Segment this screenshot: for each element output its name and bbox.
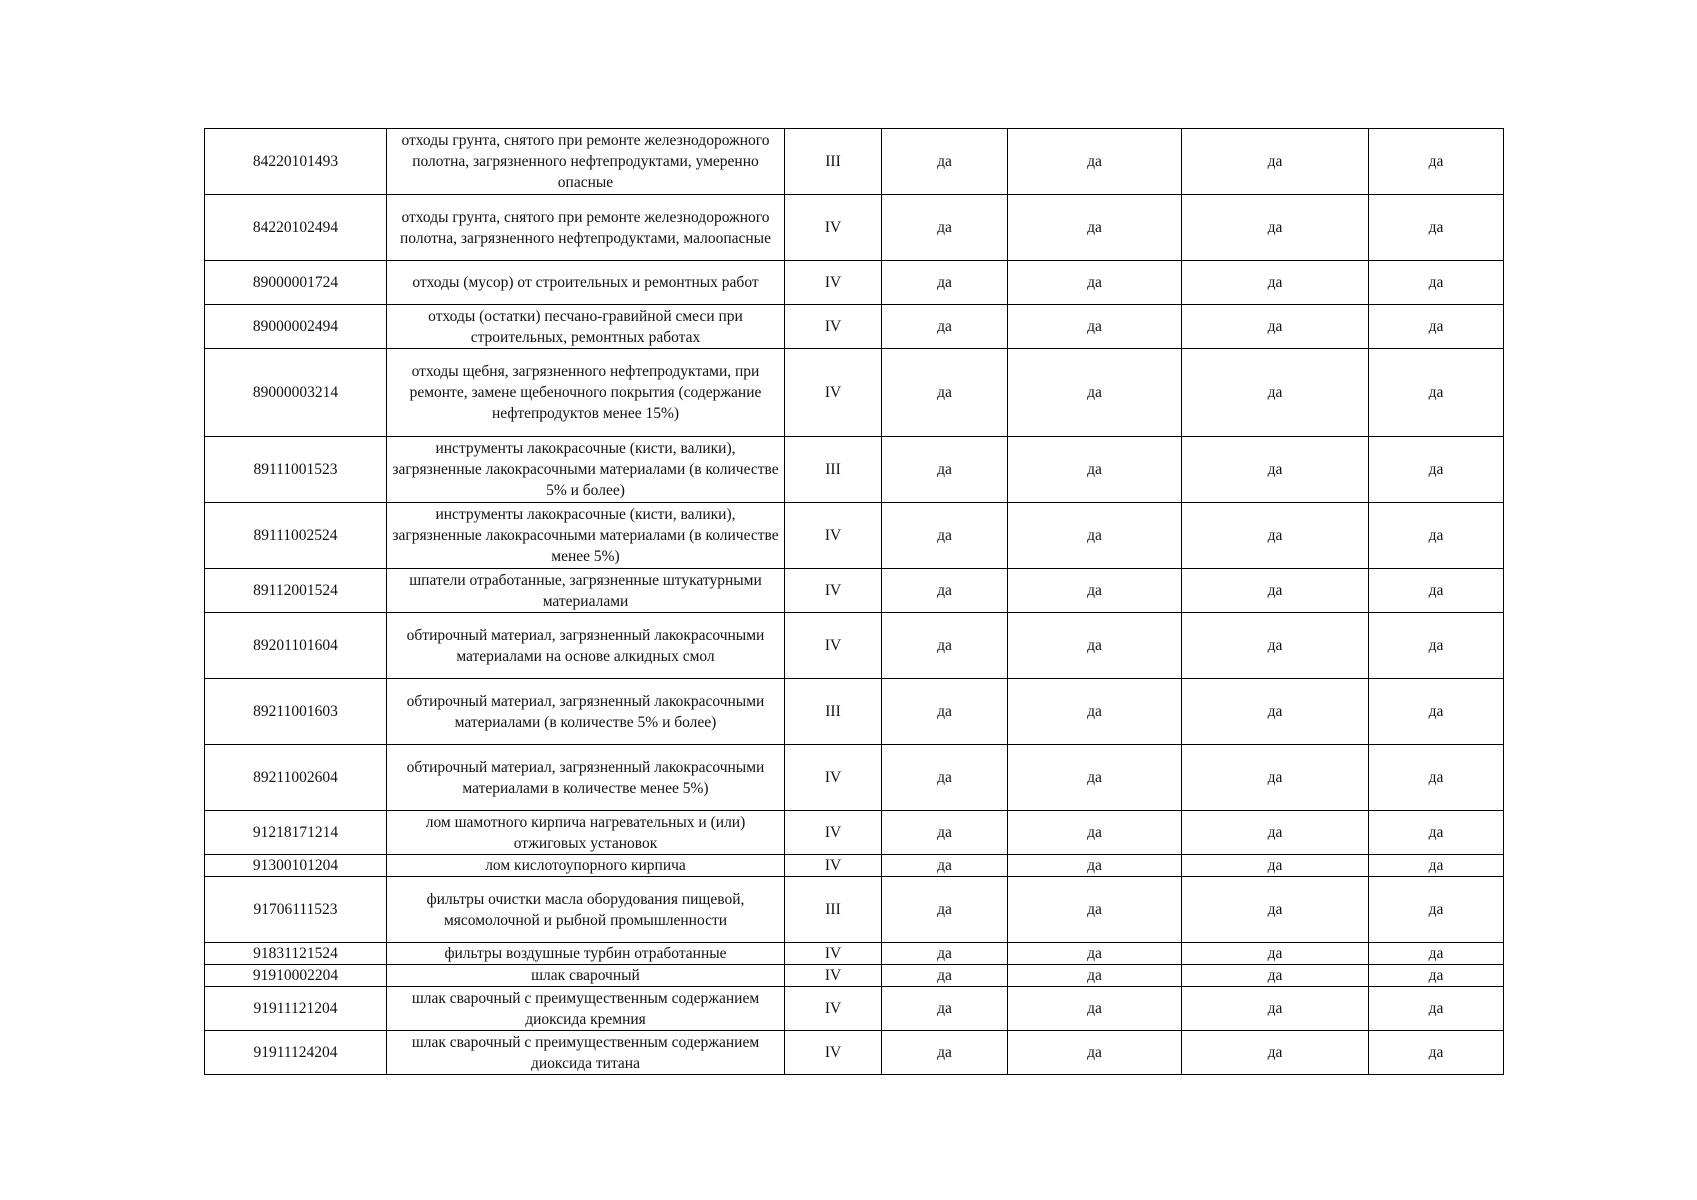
waste-name-cell: обтирочный материал, загрязненный лакокрасочными материалами на основе алкидных смол: [387, 613, 785, 679]
hazard-class-cell: IV: [785, 1031, 882, 1075]
flag-cell-4: да: [1369, 503, 1504, 569]
flag-cell-3: да: [1182, 943, 1369, 965]
flag-cell-3: да: [1182, 437, 1369, 503]
flag-cell-4: да: [1369, 1031, 1504, 1075]
hazard-class-cell: IV: [785, 613, 882, 679]
flag-cell-1: да: [882, 745, 1008, 811]
flag-cell-1: да: [882, 855, 1008, 877]
flag-cell-2: да: [1008, 855, 1182, 877]
flag-cell-2: да: [1008, 987, 1182, 1031]
table-body: [205, 129, 1504, 1075]
flag-cell-4: да: [1369, 305, 1504, 349]
waste-code-cell: 84220102494: [205, 195, 387, 261]
flag-cell-2: да: [1008, 965, 1182, 987]
flag-cell-2: да: [1008, 569, 1182, 613]
hazard-class-cell: IV: [785, 943, 882, 965]
waste-code-cell: 91831121524: [205, 943, 387, 965]
flag-cell-4: да: [1369, 987, 1504, 1031]
flag-cell-2: да: [1008, 437, 1182, 503]
flag-cell-3: да: [1182, 569, 1369, 613]
waste-name-cell: лом кислотоупорного кирпича: [387, 855, 785, 877]
hazard-class-cell: IV: [785, 305, 882, 349]
hazard-class-cell: III: [785, 679, 882, 745]
waste-name-cell: обтирочный материал, загрязненный лакокрасочными материалами (в количестве 5% и более): [387, 679, 785, 745]
waste-code-cell: 91706111523: [205, 877, 387, 943]
waste-name-cell: обтирочный материал, загрязненный лакокрасочными материалами в количестве менее 5%): [387, 745, 785, 811]
table-row: [205, 679, 1504, 745]
waste-code-cell: 89201101604: [205, 613, 387, 679]
flag-cell-1: да: [882, 987, 1008, 1031]
waste-code-cell: 91911121204: [205, 987, 387, 1031]
flag-cell-2: да: [1008, 811, 1182, 855]
waste-name-cell: отходы щебня, загрязненного нефтепродуктами, при ремонте, замене щебеночного покрытия (содержание нефтепродуктов менее 15%): [387, 349, 785, 437]
table-row: [205, 811, 1504, 855]
flag-cell-4: да: [1369, 679, 1504, 745]
hazard-class-cell: IV: [785, 503, 882, 569]
waste-name-cell: шлак сварочный с преимущественным содержанием диоксида кремния: [387, 987, 785, 1031]
table-row: [205, 877, 1504, 943]
flag-cell-3: да: [1182, 877, 1369, 943]
hazard-class-cell: III: [785, 437, 882, 503]
flag-cell-3: да: [1182, 195, 1369, 261]
waste-name-cell: шпатели отработанные, загрязненные штукатурными материалами: [387, 569, 785, 613]
hazard-class-cell: IV: [785, 855, 882, 877]
waste-code-cell: 89000003214: [205, 349, 387, 437]
waste-code-cell: 91300101204: [205, 855, 387, 877]
flag-cell-1: да: [882, 877, 1008, 943]
flag-cell-1: да: [882, 503, 1008, 569]
flag-cell-1: да: [882, 437, 1008, 503]
flag-cell-2: да: [1008, 261, 1182, 305]
table-row: [205, 437, 1504, 503]
flag-cell-1: да: [882, 679, 1008, 745]
waste-name-cell: шлак сварочный: [387, 965, 785, 987]
flag-cell-2: да: [1008, 349, 1182, 437]
flag-cell-4: да: [1369, 613, 1504, 679]
hazard-class-cell: IV: [785, 987, 882, 1031]
flag-cell-2: да: [1008, 129, 1182, 195]
table-row: [205, 195, 1504, 261]
flag-cell-4: да: [1369, 261, 1504, 305]
hazard-class-cell: IV: [785, 569, 882, 613]
flag-cell-2: да: [1008, 745, 1182, 811]
waste-code-cell: 91218171214: [205, 811, 387, 855]
table-row: [205, 745, 1504, 811]
flag-cell-3: да: [1182, 503, 1369, 569]
flag-cell-3: да: [1182, 305, 1369, 349]
waste-name-cell: отходы грунта, снятого при ремонте железнодорожного полотна, загрязненного нефтепродуктами, умеренно опасные: [387, 129, 785, 195]
waste-code-cell: 89211002604: [205, 745, 387, 811]
waste-code-cell: 91910002204: [205, 965, 387, 987]
table-row: [205, 349, 1504, 437]
flag-cell-4: да: [1369, 855, 1504, 877]
hazard-class-cell: IV: [785, 195, 882, 261]
waste-name-cell: лом шамотного кирпича нагревательных и (или) отжиговых установок: [387, 811, 785, 855]
waste-name-cell: шлак сварочный с преимущественным содержанием диоксида титана: [387, 1031, 785, 1075]
flag-cell-4: да: [1369, 943, 1504, 965]
flag-cell-2: да: [1008, 877, 1182, 943]
flag-cell-3: да: [1182, 855, 1369, 877]
hazard-class-cell: IV: [785, 965, 882, 987]
flag-cell-1: да: [882, 1031, 1008, 1075]
flag-cell-4: да: [1369, 437, 1504, 503]
hazard-class-cell: IV: [785, 261, 882, 305]
flag-cell-1: да: [882, 349, 1008, 437]
flag-cell-1: да: [882, 305, 1008, 349]
flag-cell-1: да: [882, 811, 1008, 855]
flag-cell-3: да: [1182, 987, 1369, 1031]
flag-cell-1: да: [882, 129, 1008, 195]
waste-code-cell: 84220101493: [205, 129, 387, 195]
flag-cell-3: да: [1182, 613, 1369, 679]
flag-cell-3: да: [1182, 679, 1369, 745]
table-row: [205, 261, 1504, 305]
table-row: [205, 965, 1504, 987]
table-row: [205, 129, 1504, 195]
flag-cell-3: да: [1182, 349, 1369, 437]
hazard-class-cell: IV: [785, 745, 882, 811]
flag-cell-4: да: [1369, 129, 1504, 195]
flag-cell-3: да: [1182, 129, 1369, 195]
waste-code-cell: 89112001524: [205, 569, 387, 613]
hazard-class-cell: III: [785, 877, 882, 943]
flag-cell-4: да: [1369, 965, 1504, 987]
flag-cell-2: да: [1008, 195, 1182, 261]
table-row: [205, 987, 1504, 1031]
flag-cell-4: да: [1369, 195, 1504, 261]
flag-cell-3: да: [1182, 811, 1369, 855]
table-row: [205, 305, 1504, 349]
waste-name-cell: фильтры очистки масла оборудования пищевой, мясомолочной и рыбной промышленности: [387, 877, 785, 943]
waste-name-cell: отходы грунта, снятого при ремонте железнодорожного полотна, загрязненного нефтепродуктами, малоопасные: [387, 195, 785, 261]
waste-code-cell: 89211001603: [205, 679, 387, 745]
waste-code-cell: 89111001523: [205, 437, 387, 503]
flag-cell-4: да: [1369, 877, 1504, 943]
table-row: [205, 503, 1504, 569]
flag-cell-2: да: [1008, 305, 1182, 349]
flag-cell-4: да: [1369, 745, 1504, 811]
flag-cell-4: да: [1369, 569, 1504, 613]
flag-cell-1: да: [882, 613, 1008, 679]
flag-cell-1: да: [882, 943, 1008, 965]
waste-name-cell: отходы (мусор) от строительных и ремонтных работ: [387, 261, 785, 305]
hazard-class-cell: IV: [785, 349, 882, 437]
waste-code-cell: 89111002524: [205, 503, 387, 569]
waste-classification-table: [204, 128, 1504, 1075]
flag-cell-3: да: [1182, 745, 1369, 811]
flag-cell-2: да: [1008, 943, 1182, 965]
waste-code-cell: 89000001724: [205, 261, 387, 305]
flag-cell-2: да: [1008, 613, 1182, 679]
flag-cell-3: да: [1182, 1031, 1369, 1075]
waste-name-cell: фильтры воздушные турбин отработанные: [387, 943, 785, 965]
flag-cell-2: да: [1008, 679, 1182, 745]
flag-cell-3: да: [1182, 261, 1369, 305]
waste-name-cell: отходы (остатки) песчано-гравийной смеси при строительных, ремонтных работах: [387, 305, 785, 349]
flag-cell-1: да: [882, 195, 1008, 261]
table-row: [205, 855, 1504, 877]
flag-cell-4: да: [1369, 349, 1504, 437]
table-row: [205, 613, 1504, 679]
flag-cell-1: да: [882, 569, 1008, 613]
table-row: [205, 943, 1504, 965]
flag-cell-1: да: [882, 261, 1008, 305]
flag-cell-2: да: [1008, 503, 1182, 569]
waste-name-cell: инструменты лакокрасочные (кисти, валики), загрязненные лакокрасочными материалами (в количестве менее 5%): [387, 503, 785, 569]
hazard-class-cell: III: [785, 129, 882, 195]
flag-cell-2: да: [1008, 1031, 1182, 1075]
waste-code-cell: 91911124204: [205, 1031, 387, 1075]
hazard-class-cell: IV: [785, 811, 882, 855]
waste-code-cell: 89000002494: [205, 305, 387, 349]
table-row: [205, 1031, 1504, 1075]
waste-name-cell: инструменты лакокрасочные (кисти, валики), загрязненные лакокрасочными материалами (в количестве 5% и более): [387, 437, 785, 503]
flag-cell-1: да: [882, 965, 1008, 987]
table-row: [205, 569, 1504, 613]
flag-cell-4: да: [1369, 811, 1504, 855]
flag-cell-3: да: [1182, 965, 1369, 987]
